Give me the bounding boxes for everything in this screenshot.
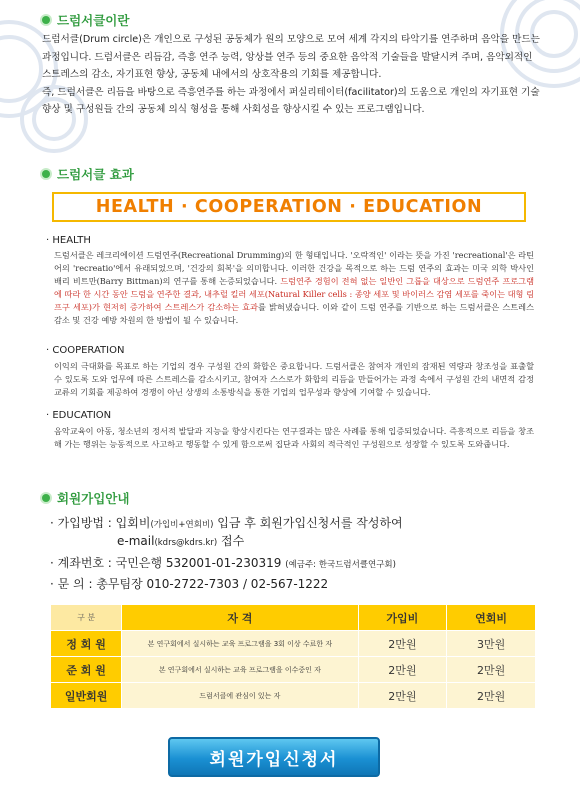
intro-line: 즉, 드럼서클은 리듬을 바탕으로 즉흥연주를 하는 과정에서 퍼실리테이터(facilitator)의 도움으로 개인의 자기표현 기술 xyxy=(42,86,540,98)
membership-fee-table xyxy=(50,604,536,709)
effects-section-title: 드럼서클 효과 xyxy=(42,165,134,183)
qualification: 본 연구회에서 실시하는 교육 프로그램을 3회 이상 수료한 자 xyxy=(122,631,358,657)
membership-section-title: 회원가입안내 xyxy=(42,489,129,507)
membership-application-button[interactable]: 회원가입신청서 xyxy=(168,737,380,777)
intro-line: 과정입니다. 드럼서클은 리듬감, 즉흥 연주 능력, 앙상블 연주 등의 중요한 음악적 기술들을 발달시켜 주며, 음악외적인 xyxy=(42,51,533,63)
member-type: 일반회원 xyxy=(51,683,122,709)
email-address[interactable]: (kdrs@kdrs.kr) xyxy=(154,538,218,548)
annual-fee: 2만원 xyxy=(447,683,536,709)
health-heading: · HEALTH xyxy=(46,235,91,246)
join-fee: 2만원 xyxy=(358,657,447,683)
intro-paragraph xyxy=(42,31,542,119)
join-fee: 2만원 xyxy=(358,631,447,657)
qualification: 본 연구회에서 실시하는 교육 프로그램을 이수중인 자 xyxy=(122,657,358,683)
qualification: 드럼서클에 관심이 있는 자 xyxy=(122,683,358,709)
health-highlight: 드럼연주 경험이 전혀 없는 일반인 그룹을 대상으로 드럼연주 프로그램에 따라 한 시간 동안 드럼을 연주한 결과, 내추럴 킬러 세포(Natural Killer cells : 종양 세포 및 바이러스 감염 세포를 죽이는 대형 림프구 세포)가 현저히 증가하여 스트레스가 감소하는 효과 xyxy=(54,276,534,313)
intro-section-title: 드럼서클이란 xyxy=(42,11,129,29)
green-bullet-icon xyxy=(42,16,50,24)
green-bullet-icon xyxy=(42,494,50,502)
header-annual-fee: 연회비 xyxy=(447,605,536,631)
annual-fee: 2만원 xyxy=(447,657,536,683)
table-row xyxy=(51,657,536,683)
intro-line: 드럼서클(Drum circle)은 개인으로 구성된 공동체가 원의 모양으로 모여 세계 각지의 타악기를 연주하며 음악을 만드는 xyxy=(42,34,540,45)
education-heading: · EDUCATION xyxy=(46,410,112,421)
table-row xyxy=(51,683,536,709)
intro-line: 스트레스의 감소, 자기표현 향상, 공동체 내에서의 상호작용의 기회를 제공합니다. xyxy=(42,69,382,80)
join-email-line: e-mail(kdrs@kdrs.kr) 접수 xyxy=(117,534,245,548)
table-header-row xyxy=(51,605,536,631)
cooperation-heading: · COOPERATION xyxy=(46,345,125,356)
header-type: 구 분 xyxy=(51,605,122,631)
join-method-line: · 가입방법 : 입회비(가입비+연회비) 입금 후 회원가입신청서를 작성하여 xyxy=(50,516,403,530)
member-type: 준 회 원 xyxy=(51,657,122,683)
cooperation-paragraph: 이익의 극대화를 목표로 하는 기업의 경우 구성원 간의 화합은 중요합니다. 드럼서클은 참여자 개인의 잠재된 역량과 창조성을 표출할 수 있도록 도와 업무에 따른 스트레스를 감소시키고, 참여자 스스로가 화합의 리듬을 만들어가는 과정 속에서 구성원 간의 내면적 감정 교류의 기회를 제공하여 경쟁이 아닌 상생의 소통방식을 통한 기업의 업무성과 향상에 기여할 수 있습니다. xyxy=(54,361,534,398)
annual-fee: 3만원 xyxy=(447,631,536,657)
health-paragraph: 드럼서클은 레크리에이션 드럼연주(Recreational Drumming)의 한 형태입니다. '오락적인' 이라는 뜻을 가진 'recreational'은 라틴어의 'recreatio'에서 유래되었으며, '건강의 회복'을 의미합니다. 이러한 건강을 목적으로 하는 드럼 연주의 효과는 미국 의학 박사인 배리 비트만(Barry Bittman)의 연구를 통해 논증되었습니다. 드럼연주 경험이 전혀 없는 일반인 그룹을 대상으로 드럼연주 프로그램에 따라 한 시간 동안 드럼을 연주한 결과, 내추럴 킬러 세포(Natural Killer cells : 종양 세포 및 바이러스 감염 세포를 죽이는 대형 림프구 세포)가 현저히 증가하여 스트레스가 감소하는 효과를 밝혀냈습니다. 이와 같이 드럼 연주를 기반으로 하는 드럼서클은 스트레스 감소 및 건강 예방 차원의 한 방법이 될 수 있습니다. xyxy=(54,250,534,326)
header-qualification: 자 격 xyxy=(122,605,358,631)
intro-line: 향상 및 구성원들 간의 공동체 의식 형성을 통해 사회성을 향상시킬 수 있는 프로그램입니다. xyxy=(42,104,425,115)
education-paragraph: 음악교육이 아동, 청소년의 정서적 발달과 지능을 향상시킨다는 연구결과는 많은 사례를 통해 입증되었습니다. 즉흥적으로 리듬을 창조해 가는 행위는 능동적으로 사고하고 행동할 수 있게 함으로써 집단과 사회의 적극적인 구성원으로 성장할 수 있도록 도와줍니다. xyxy=(54,426,534,450)
join-fee: 2만원 xyxy=(358,683,447,709)
account-line: · 계좌번호 : 국민은행 532001-01-230319 (예금주: 한국드럼서클연구회) xyxy=(50,556,396,570)
header-join-fee: 가입비 xyxy=(358,605,447,631)
table-row xyxy=(51,631,536,657)
effects-banner: HEALTH · COOPERATION · EDUCATION xyxy=(52,192,526,222)
contact-line: · 문 의 : 총무팀장 010-2722-7303 / 02-567-1222 xyxy=(50,577,329,591)
green-bullet-icon xyxy=(42,170,50,178)
member-type: 정 회 원 xyxy=(51,631,122,657)
